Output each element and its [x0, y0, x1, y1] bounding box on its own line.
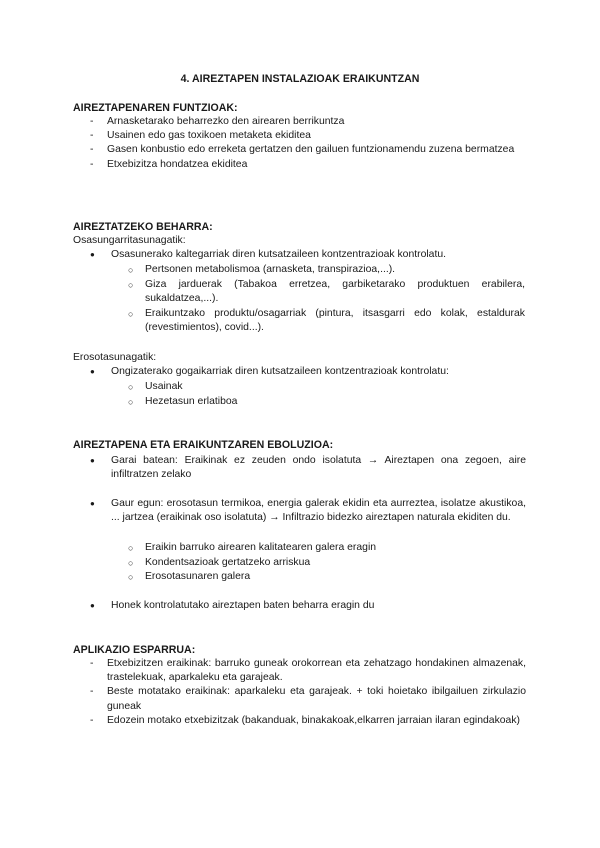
evolution-list-2	[90, 497, 526, 525]
list-item: ● Osasunerako kaltegarriak diren kutsatzaileen kontzentrazioak kontrolatu.	[90, 248, 565, 262]
list-item: ○ Hezetasun erlatiboa	[128, 395, 525, 410]
section-heading-functions: AIREZTAPENAREN FUNTZIOAK:	[73, 102, 238, 114]
list-item: - Usainen edo gas toxikoen metaketa ekiditea	[73, 129, 565, 143]
list-item: ○ Usainak	[128, 380, 525, 395]
section-heading-evolution: AIREZTAPENA ETA ERAIKUNTZAREN EBOLUZIOA:	[73, 439, 334, 451]
comfort-label: Erosotasunagatik:	[73, 352, 157, 363]
list-item: ○ Erosotasunaren galera	[128, 570, 525, 585]
list-item: - Gasen konbustio edo erreketa gertatzen den gailuen funtzionamendu zuzena bermatzea	[73, 143, 565, 157]
comfort-bullet-list	[90, 365, 565, 379]
page-title: 4. AIREZTAPEN INSTALAZIOAK ERAIKUNTZAN	[180, 73, 420, 85]
list-item: - Etxebizitza hondatzea ekiditea	[73, 158, 565, 172]
list-item: ● Garai batean: Eraikinak ez zeuden ondo isolatuta → Aireztapen ona zegoen, aire infiltratzen zelako	[90, 454, 526, 482]
health-bullet-list	[90, 248, 565, 262]
list-item: ● Honek kontrolatutako aireztapen baten beharra eragin du	[90, 599, 526, 613]
list-item: - Beste motatako eraikinak: aparkaleku eta garajeak. + toki hoietako ibilgailuen zirkulazio guneak	[73, 685, 526, 713]
list-item: ○ Kondentsazioak gertatzeko arriskua	[128, 556, 525, 571]
functions-list	[73, 115, 565, 172]
health-label: Osasungarritasunagatik:	[73, 235, 186, 246]
list-item: ○ Eraikuntzako produktu/osagarriak (pintura, itsasgarri edo kolak, estaldurak (revestimientos), covid...).	[128, 307, 525, 336]
section-heading-need: AIREZTATZEKO BEHARRA:	[73, 221, 213, 233]
list-item: - Edozein motako etxebizitzak (bakanduak, binakakoak,elkarren jarraian ilaran egindakoak)	[73, 714, 526, 728]
evolution-list-1	[90, 454, 526, 482]
section-heading-scope: APLIKAZIO ESPARRUA:	[73, 644, 196, 656]
list-item: - Arnasketarako beharrezko den airearen berrikuntza	[73, 115, 565, 129]
list-item: ○ Giza jarduerak (Tabakoa erretzea, garbiketarako produktuen erabilera, sukaldatzea,...).	[128, 278, 525, 307]
evolution-sub-list	[128, 541, 525, 585]
comfort-sub-list	[128, 380, 525, 409]
evolution-list-3	[90, 599, 526, 613]
list-item: ● Ongizaterako gogaikarriak diren kutsatzaileen kontzentrazioak kontrolatu:	[90, 365, 565, 379]
list-item: ● Gaur egun: erosotasun termikoa, energia galerak ekidin eta aurreztea, isolatze akustikoa, ... jartzea (eraikinak oso isolatuta) → Infiltrazio bidezko aireztapen naturala ekiditen du.	[90, 497, 526, 525]
list-item: - Etxebizitzen eraikinak: barruko guneak orokorrean eta zehatzago hondakinen almazenak, trastelekuak, aparkaleku eta garajeak.	[73, 657, 526, 685]
list-item: ○ Pertsonen metabolismoa (arnasketa, transpirazioa,...).	[128, 263, 525, 278]
scope-list	[73, 657, 526, 728]
health-sub-list	[128, 263, 525, 336]
list-item: ○ Eraikin barruko airearen kalitatearen galera eragin	[128, 541, 525, 556]
